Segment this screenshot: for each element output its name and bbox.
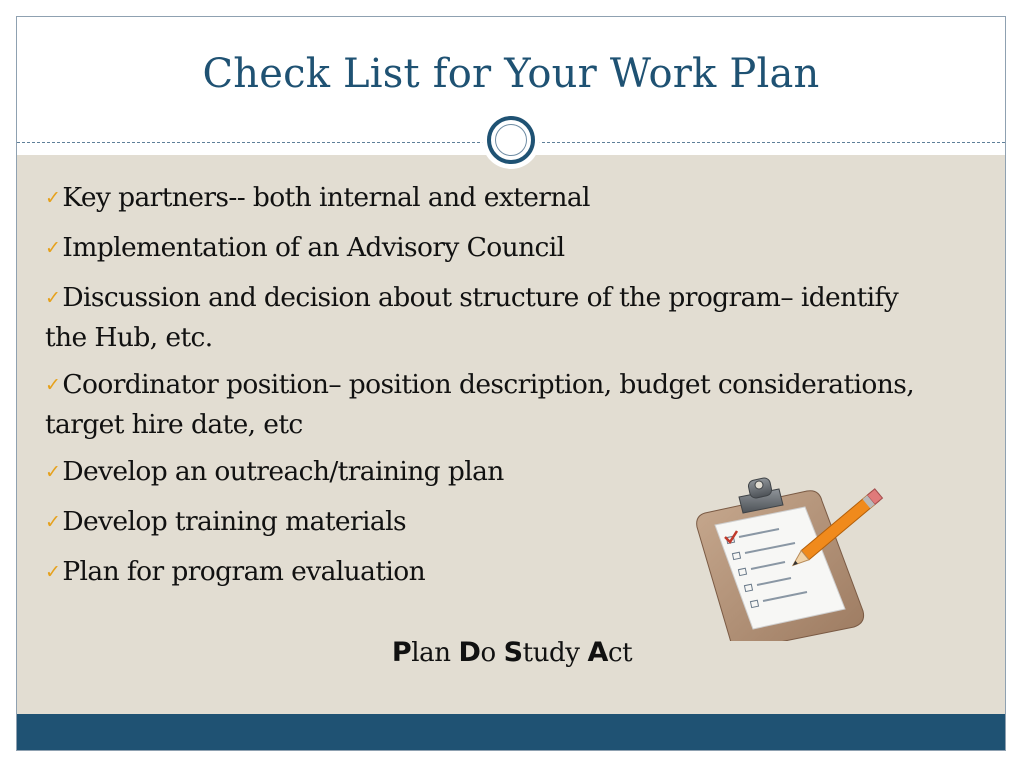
pdsa-initial: S bbox=[503, 637, 523, 668]
checkmark-icon: ✓ bbox=[45, 187, 61, 209]
checklist-item-text: Discussion and decision about structure of the program– identify the Hub, etc. bbox=[45, 282, 899, 353]
checklist-item bbox=[45, 279, 915, 356]
footer-bar bbox=[17, 714, 1005, 750]
pdsa-initial: P bbox=[391, 637, 412, 668]
checklist-item bbox=[45, 366, 915, 443]
checklist-item-text: Key partners-- both internal and external bbox=[62, 182, 590, 213]
checkmark-icon: ✓ bbox=[45, 561, 61, 583]
slide-title: Check List for Your Work Plan bbox=[202, 51, 820, 97]
checklist-item bbox=[45, 229, 915, 269]
pdsa-initial: D bbox=[458, 637, 481, 668]
checklist-item-text: Develop training materials bbox=[62, 506, 406, 537]
pdsa-rest: o bbox=[480, 638, 496, 668]
pdsa-initial: A bbox=[587, 637, 608, 668]
checkmark-icon: ✓ bbox=[45, 237, 61, 259]
checkmark-icon: ✓ bbox=[45, 287, 61, 309]
ornament-ring-inner bbox=[495, 124, 527, 156]
clipboard-pencil-icon bbox=[687, 461, 897, 641]
ornament-ring bbox=[487, 116, 535, 164]
pdsa-rest: lan bbox=[411, 638, 451, 668]
checkmark-icon: ✓ bbox=[45, 374, 61, 396]
checklist-item-text: Coordinator position– position description, budget considerations, target hire date, etc bbox=[45, 369, 915, 440]
checklist-item bbox=[45, 179, 915, 219]
checkmark-icon: ✓ bbox=[45, 461, 61, 483]
checklist-item-text: Develop an outreach/training plan bbox=[62, 456, 504, 487]
checklist-item-text: Plan for program evaluation bbox=[62, 556, 426, 587]
checkmark-icon: ✓ bbox=[45, 511, 61, 533]
circle-ornament-icon bbox=[482, 111, 540, 169]
checklist-item-text: Implementation of an Advisory Council bbox=[62, 232, 565, 263]
pdsa-rest: tudy bbox=[522, 638, 580, 668]
pdsa-rest: ct bbox=[607, 638, 633, 668]
pdsa-caption bbox=[17, 637, 1006, 668]
slide bbox=[16, 16, 1006, 751]
